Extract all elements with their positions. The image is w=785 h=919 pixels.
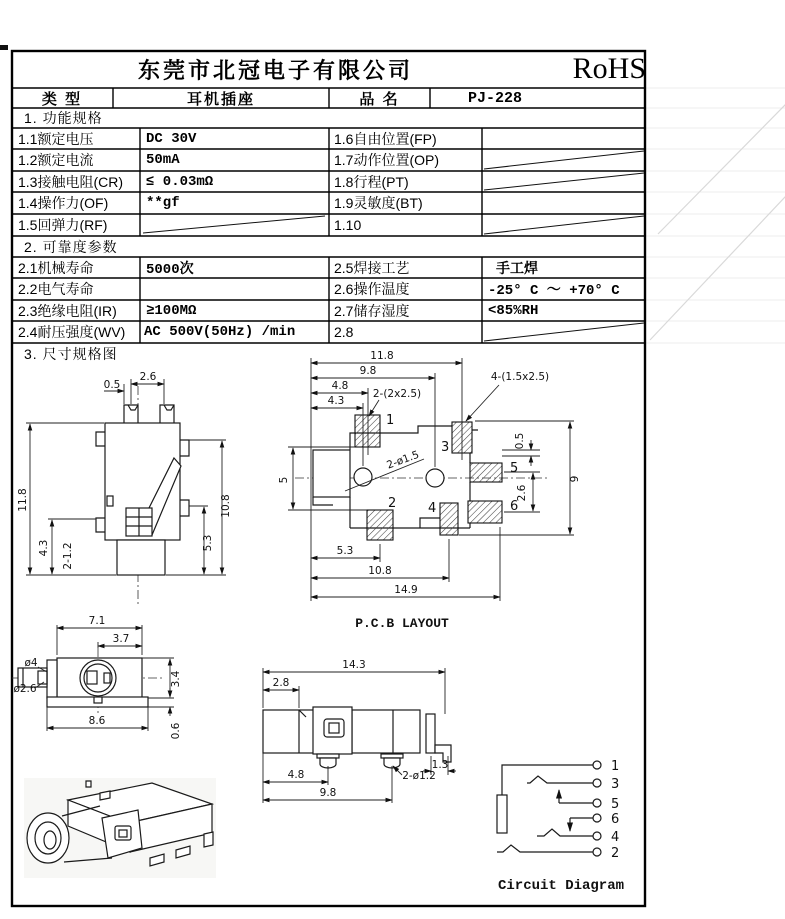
pcb-layout-caption: P.C.B LAYOUT [355,616,449,631]
dim-pcb-4p8: 4.8 [331,380,349,392]
spec-value: ≥100MΩ [146,302,197,319]
spec-value: DC 30V [146,130,197,147]
spec-value: -25° C ～ +70° C [488,283,620,299]
dim-pcb-5p3: 5.3 [336,545,354,557]
drawing-pcb-layout [278,350,581,631]
dim-front-8p6: 8.6 [88,715,106,727]
dim-side-2p8: 2.8 [272,677,290,689]
circuit-pin-5: 5 [611,797,620,812]
spec-value: 5000次 [146,261,194,278]
spec-label: 2.4耐压强度(WV) [18,324,126,340]
spec-label: 2.2电气寿命 [18,281,94,297]
dim-pcb-pads2: 2-(2x2.5) [372,388,422,400]
spec-label: 1.1额定电压 [18,130,94,147]
spec-label: 1.8行程(PT) [334,173,409,190]
pcb-pin-1: 1 [386,413,395,428]
type-label: 类 型 [41,90,83,108]
circuit-pin-3: 3 [611,777,620,792]
pcb-pin-5: 5 [510,461,519,476]
spec-value: ≤ 0.03mΩ [146,173,214,190]
circuit-pin-2: 2 [611,846,620,861]
drawing-isometric-view [24,778,216,878]
company-name: 东莞市北冠电子有限公司 [137,57,413,83]
pcb-pin-6: 6 [510,499,519,514]
type-value: 耳机插座 [186,90,255,108]
dim-pcb-holes: 2-ø1.5 [385,448,421,472]
dim-front-7p1: 7.1 [88,615,106,627]
spec-label: 1.3接触电阻(CR) [18,173,124,190]
dim-side-9p8: 9.8 [319,787,337,799]
dim-top-10p8: 10.8 [220,494,232,518]
dim-front-3p4: 3.4 [170,670,182,688]
spec-value: AC 500V(50Hz) /min [144,324,296,340]
dim-pcb-2p6: 2.6 [516,484,528,502]
pcb-pin-2: 2 [388,496,397,511]
drawing-top-view [17,371,232,606]
spec-label: 1.10 [334,217,362,233]
drawing-circuit-diagram [497,759,624,894]
dim-front-o4: ø4 [24,657,38,669]
spec-value: 手工焊 [496,261,538,278]
circuit-pin-6: 6 [611,812,620,827]
dim-top-11p8: 11.8 [17,488,29,512]
name-label: 品 名 [359,90,400,108]
drawing-front-view [12,615,182,739]
spec-value: <85%RH [488,302,539,319]
drawing-side-view [263,659,456,803]
dim-front-0p6: 0.6 [170,722,182,740]
dim-pcb-9: 9 [569,475,581,483]
dim-pcb-10p8: 10.8 [368,565,392,577]
spec-value: **gf [146,195,180,211]
spec-label: 2.3绝缘电阻(IR) [18,302,117,319]
spec-label: 2.8 [334,324,354,340]
dim-top-4p3: 4.3 [38,539,50,557]
spec-label: 1.6自由位置(FP) [334,130,437,147]
dim-side-holes: 2-ø1.2 [402,770,436,782]
dim-front-3p7: 3.7 [112,633,130,645]
spec-label: 1.7动作位置(OP) [334,152,440,168]
spec-label: 2.5焊接工艺 [334,259,410,276]
dim-top-5p3: 5.3 [202,534,214,552]
dim-pcb-0p5: 0.5 [514,432,526,450]
section2-title: 2. 可靠度参数 [24,238,118,255]
circuit-pin-1: 1 [611,759,620,774]
pcb-pin-3: 3 [441,440,450,455]
spec-label: 2.6操作温度 [334,281,410,297]
dim-side-4p8: 4.8 [287,769,305,781]
dim-front-o2p6: ø2.6 [13,683,37,695]
dim-pcb-pads4: 4-(1.5x2.5) [490,371,550,383]
spec-label: 2.1机械寿命 [18,259,94,276]
dim-pcb-9p8: 9.8 [359,365,377,377]
dim-side-14p3: 14.3 [342,659,366,671]
dim-side-1p3: 1.3 [431,759,449,771]
dim-pcb-5: 5 [278,476,290,484]
section1-title: 1. 功能规格 [24,110,103,126]
spec-value: 50mA [146,152,180,168]
section3-title: 3. 尺寸规格图 [24,345,118,362]
dim-pcb-4p3: 4.3 [327,395,345,407]
dim-top-2-1p2: 2-1.2 [62,542,74,570]
dim-pcb-14p9: 14.9 [394,584,418,596]
spec-label: 1.4操作力(OF) [18,195,109,211]
spec-label: 1.2额定电流 [18,152,94,168]
spec-label: 2.7储存湿度 [334,302,410,319]
part-number: PJ-228 [468,89,523,107]
pcb-pin-4: 4 [428,501,437,516]
dim-top-0p5: 0.5 [103,379,121,391]
spec-label: 1.9灵敏度(BT) [334,195,423,211]
circuit-diagram-caption: Circuit Diagram [497,878,625,894]
rohs-badge: RoHS [572,52,646,85]
circuit-pin-4: 4 [611,830,620,845]
dim-pcb-11p8: 11.8 [370,350,394,362]
dim-top-2p6: 2.6 [139,371,157,383]
spec-label: 1.5回弹力(RF) [18,217,108,233]
